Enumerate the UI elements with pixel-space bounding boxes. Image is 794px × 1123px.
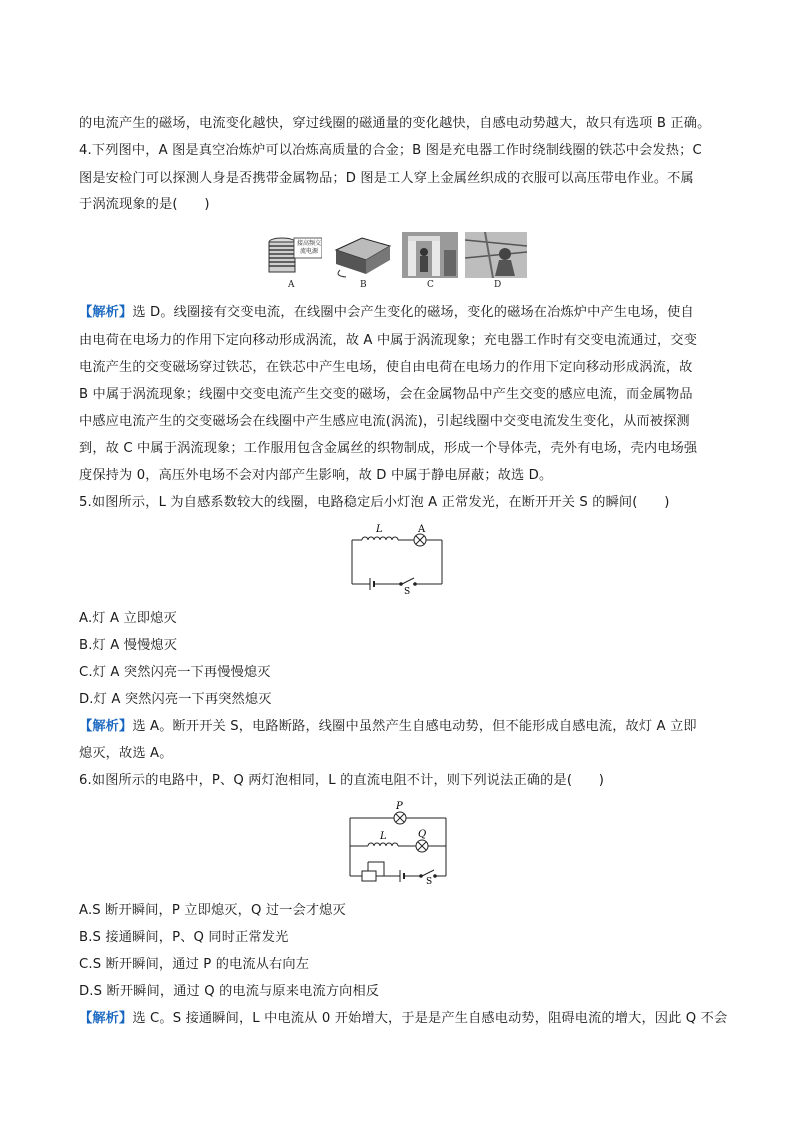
analysis-tag: 【解析】 — [79, 1011, 133, 1026]
q6-circuit-diagram — [344, 800, 452, 884]
q4-analysis-line-2: 由电荷在电场力的作用下定向移动形成涡流，故 A 中属于涡流现象；充电器工作时有交变电流通过，交变 — [79, 333, 698, 348]
q4-figure — [262, 230, 532, 292]
furnace-label: 接高频交流电源 — [296, 240, 321, 255]
switch-label: S — [404, 587, 411, 594]
q5-stem: 5.如图所示，L 为自感系数较大的线圈，电路稳定后小灯泡 A 正常发光，在断开开关 S 的瞬间( ) — [79, 495, 670, 510]
lamp-q-label: Q — [418, 829, 427, 840]
security-gate-image — [402, 232, 458, 278]
switch-label: S — [426, 877, 433, 884]
q6-stem: 6.如图所示的电路中，P、Q 两灯泡相同，L 的直流电阻不计，则下列说法正确的是( ) — [79, 773, 605, 788]
figure-label-d: D — [494, 280, 502, 290]
q4-stem-line-3: 于涡流现象的是( ) — [79, 197, 210, 212]
q5-analysis-line-1: 【解析】选 A。断开开关 S，电路断路，线圈中虽然产生自感电动势，但不能形成自感电流，故灯 A 立即 — [79, 719, 697, 734]
q5-option-b: B.灯 A 慢慢熄灭 — [79, 638, 178, 653]
lamp-label: A — [418, 524, 426, 535]
q4-analysis-line-6: 到，故 C 中属于涡流现象；工作服用包含金属丝的织物制成，形成一个导体壳，壳外有电场，壳内电场强 — [79, 441, 698, 456]
q4-analysis-line-5: 中感应电流产生的交变磁场会在线圈中产生感应电流(涡流)，引起线圈中交变电流发生变化，从而被探测 — [79, 414, 690, 429]
q5-option-a: A.灯 A 立即熄灭 — [79, 611, 177, 626]
analysis-tag: 【解析】 — [79, 305, 133, 320]
figure-label-b: B — [360, 280, 367, 290]
q4-stem-line-2: 图是安检门可以探测人身是否携带金属物品；D 图是工人穿上金属丝织成的衣服可以高压带电作业。不属 — [79, 171, 694, 186]
hv-worker-image — [465, 232, 527, 278]
coil-label: L — [380, 831, 387, 842]
q5-option-c: C.灯 A 突然闪亮一下再慢慢熄灭 — [79, 665, 271, 680]
intro-text: 的电流产生的磁场，电流变化越快，穿过线圈的磁通量的变化越快，自感电动势越大，故只有选项 B 正确。 — [79, 116, 711, 131]
q6-analysis-line-1: 【解析】选 C。S 接通瞬间，L 中电流从 0 开始增大，于是是产生自感电动势，阻碍电流的增大，因此 Q 不会 — [79, 1011, 728, 1026]
q4-stem-line-1: 4.下列图中，A 图是真空冶炼炉可以冶炼高质量的合金；B 图是充电器工作时绕制线圈的铁芯中会发热；C — [79, 143, 702, 158]
coil-label: L — [376, 524, 383, 535]
q5-analysis-line-2: 熄灭，故选 A。 — [79, 746, 173, 761]
q4-analysis-line-1: 【解析】选 D。线圈接有交变电流，在线圈中会产生变化的磁场，变化的磁场在冶炼炉中产生电场，使自 — [79, 305, 694, 320]
q4-analysis-line-3: 电流产生的交变磁场穿过铁芯，在铁芯中产生电场，使自由电荷在电场力的作用下定向移动形成涡流，故 — [79, 360, 693, 375]
charger-image — [332, 230, 394, 278]
q6-option-d: D.S 断开瞬间，通过 Q 的电流与原来电流方向相反 — [79, 984, 380, 999]
figure-label-c: C — [427, 280, 434, 290]
q6-option-a: A.S 断开瞬间，P 立即熄灭，Q 过一会才熄灭 — [79, 903, 346, 918]
q4-analysis-line-7: 度保持为 0，高压外电场不会对内部产生影响，故 D 中属于静电屏蔽；故选 D。 — [79, 468, 553, 483]
analysis-tag: 【解析】 — [79, 719, 133, 734]
q6-option-c: C.S 断开瞬间，通过 P 的电流从右向左 — [79, 957, 310, 972]
q6-option-b: B.S 接通瞬间，P、Q 同时正常发光 — [79, 930, 289, 945]
q5-circuit-diagram — [348, 522, 446, 594]
q5-option-d: D.灯 A 突然闪亮一下再突然熄灭 — [79, 692, 272, 707]
figure-label-a: A — [288, 280, 295, 290]
q4-analysis-line-4: B 中属于涡流现象；线圈中交变电流产生交变的磁场，会在金属物品中产生交变的感应电流，而金属物品 — [79, 387, 693, 402]
lamp-p-label: P — [396, 801, 403, 812]
